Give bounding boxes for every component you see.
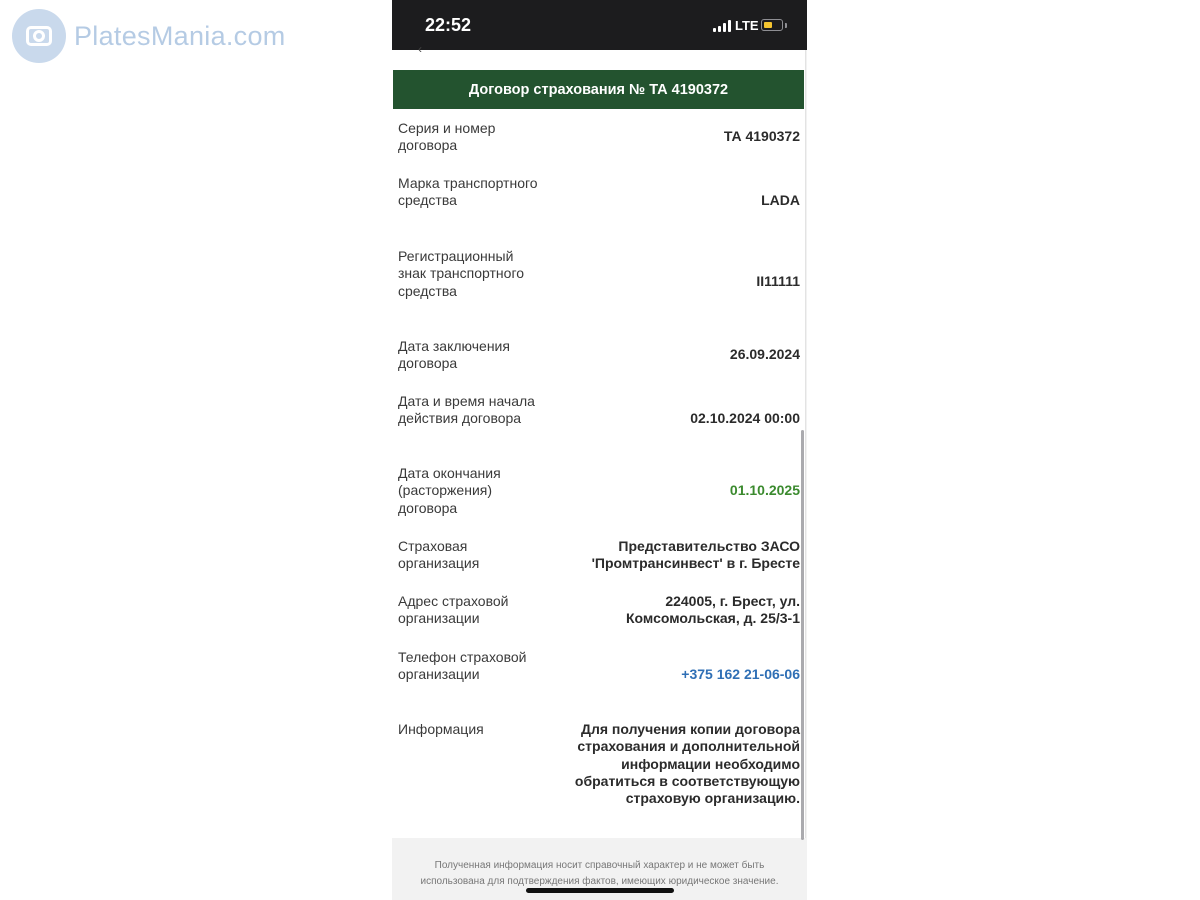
- back-arrow-icon[interactable]: ‹: [418, 42, 422, 56]
- signal-bars-icon: [713, 20, 731, 32]
- status-time: 22:52: [425, 15, 472, 35]
- platesmania-watermark: [12, 9, 286, 63]
- scroll-indicator[interactable]: [801, 430, 804, 840]
- row-value: 224005, г. Брест, ул. Комсомольская, д. 25/3-1: [625, 593, 800, 627]
- battery-icon: [761, 19, 783, 31]
- camera-icon: [12, 9, 66, 63]
- row-label: Серия и номер договора: [398, 120, 496, 154]
- row-value: Представительство ЗАСО 'Промтрансинвест' в г. Бресте: [591, 538, 800, 572]
- row-value: Для получения копии договора страхования и дополнительной информации необходимо обратиться в соответствующую страховую организацию.: [574, 721, 800, 807]
- row-label: Дата заключения договора: [398, 338, 510, 372]
- row-value: LADA: [761, 192, 800, 208]
- status-bar: [392, 0, 807, 50]
- row-label: Дата и время начала действия договора: [398, 393, 535, 427]
- phone-link[interactable]: +375 162 21-06-06: [681, 666, 800, 682]
- row-label: Регистрационный знак транспортного средства: [398, 248, 525, 299]
- row-value: 26.09.2024: [729, 346, 800, 362]
- row-label: Дата окончания (расторжения) договора: [398, 465, 501, 516]
- row-label: Страховая организация: [398, 538, 480, 572]
- watermark-text: PlatesMania.com: [74, 20, 286, 51]
- battery-tip: [785, 23, 787, 28]
- row-label: Телефон страховой организации: [398, 649, 527, 683]
- row-value: ТА 4190372: [723, 128, 800, 144]
- home-indicator[interactable]: [526, 888, 674, 893]
- network-type: LTE: [735, 18, 759, 33]
- row-label: Марка транспортного средства: [398, 175, 538, 209]
- phone-screen: [392, 0, 807, 900]
- row-value: 01.10.2025: [729, 482, 800, 498]
- contract-title: Договор страхования № ТА 4190372: [393, 70, 804, 109]
- row-label: Адрес страховой организации: [398, 593, 509, 627]
- contract-card: [392, 42, 806, 838]
- footer-disclaimer: Полученная информация носит справочный характер и не может быть использована для подтверждения фактов, имеющих юридическое значение.: [420, 860, 779, 887]
- row-value: II11111: [756, 273, 800, 289]
- row-label: Информация: [398, 721, 484, 737]
- row-value: 02.10.2024 00:00: [690, 410, 800, 426]
